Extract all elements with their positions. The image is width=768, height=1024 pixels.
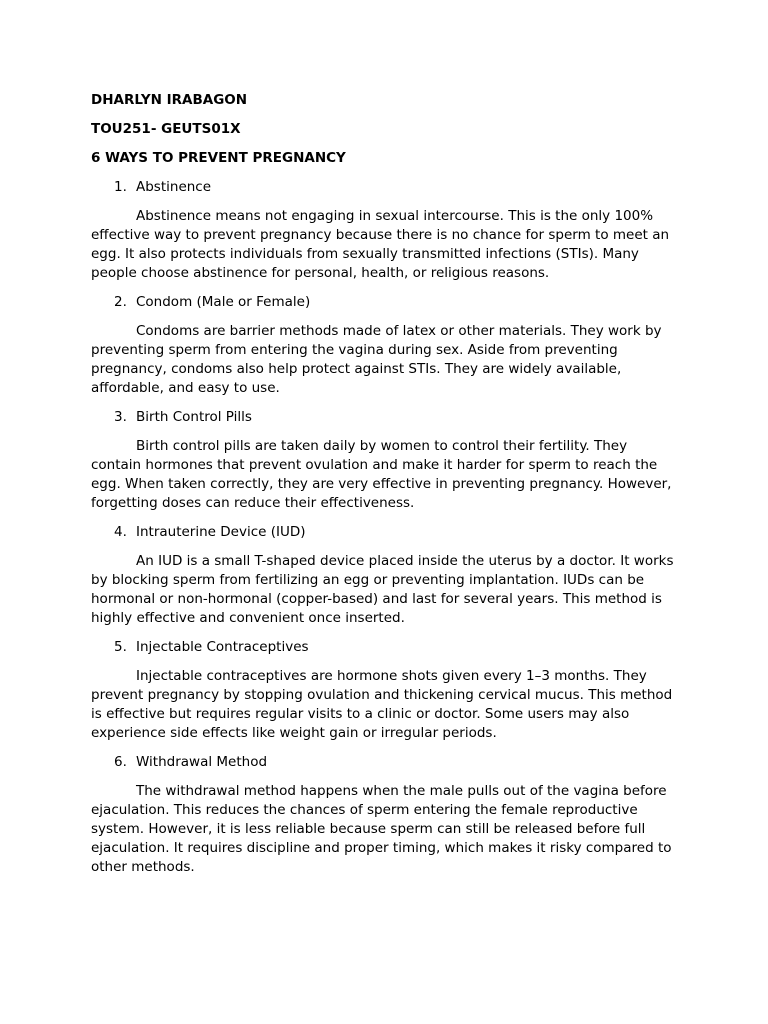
- list-item-label: Birth Control Pills: [136, 409, 252, 425]
- list-item-label: Injectable Contraceptives: [136, 639, 309, 655]
- author-name: DHARLYN IRABAGON: [91, 92, 248, 108]
- list-item-title: [91, 523, 681, 542]
- document-body: [91, 91, 681, 887]
- list-item-title: [91, 408, 681, 427]
- list-item-label: Intrauterine Device (IUD): [136, 524, 306, 540]
- list-item-title: [91, 638, 681, 657]
- list-item-number: 5.: [114, 639, 127, 655]
- list-item-number: 4.: [114, 524, 127, 540]
- list-item-paragraph: The withdrawal method happens when the male pulls out of the vagina before ejaculation. This reduces the chances of sperm entering the female reproductive system. However, it is less reliable because sperm can still be released before full ejaculation. It requires discipline and proper timing, which makes it risky compared to other methods.: [91, 783, 672, 875]
- list-item-paragraph: Injectable contraceptives are hormone shots given every 1–3 months. They prevent pregnancy by stopping ovulation and thickening cervical mucus. This method is effective but requires regular visits to a clinic or doctor. Some users may also experience side effects like weight gain or irregular periods.: [91, 668, 673, 741]
- list-item-paragraph: Birth control pills are taken daily by women to control their fertility. They contain hormones that prevent ovulation and make it harder for sperm to reach the egg. When taken correctly, they are very effective in preventing pregnancy. However, forgetting doses can reduce their effectiveness.: [91, 438, 672, 511]
- list-item-title: [91, 293, 681, 312]
- list-item-number: 1.: [114, 179, 127, 195]
- list-item-label: Abstinence: [136, 179, 212, 195]
- list-item-title: [91, 753, 681, 772]
- course-code: TOU251- GEUTS01X: [91, 121, 241, 137]
- list-item-paragraph: Abstinence means not engaging in sexual intercourse. This is the only 100% effective way to prevent pregnancy because there is no chance for sperm to meet an egg. It also protects individuals from sexually transmitted infections (STIs). Many people choose abstinence for personal, health, or religious reasons.: [91, 208, 670, 281]
- list-item-paragraph: An IUD is a small T-shaped device placed inside the uterus by a doctor. It works by blocking sperm from fertilizing an egg or preventing implantation. IUDs can be hormonal or non-hormonal (copper-based) and last for several years. This method is highly effective and convenient once inserted.: [91, 553, 674, 626]
- list-item-paragraph: Condoms are barrier methods made of latex or other materials. They work by preventing sperm from entering the vagina during sex. Aside from preventing pregnancy, condoms also help protect against STIs. They are widely available, affordable, and easy to use.: [91, 323, 662, 396]
- list-item-label: Withdrawal Method: [136, 754, 268, 770]
- list-item-number: 2.: [114, 294, 127, 310]
- list-item-title: [91, 178, 681, 197]
- list-item-number: 3.: [114, 409, 127, 425]
- list-item-label: Condom (Male or Female): [136, 294, 311, 310]
- list-item-number: 6.: [114, 754, 127, 770]
- document-title: 6 WAYS TO PREVENT PREGNANCY: [91, 150, 346, 166]
